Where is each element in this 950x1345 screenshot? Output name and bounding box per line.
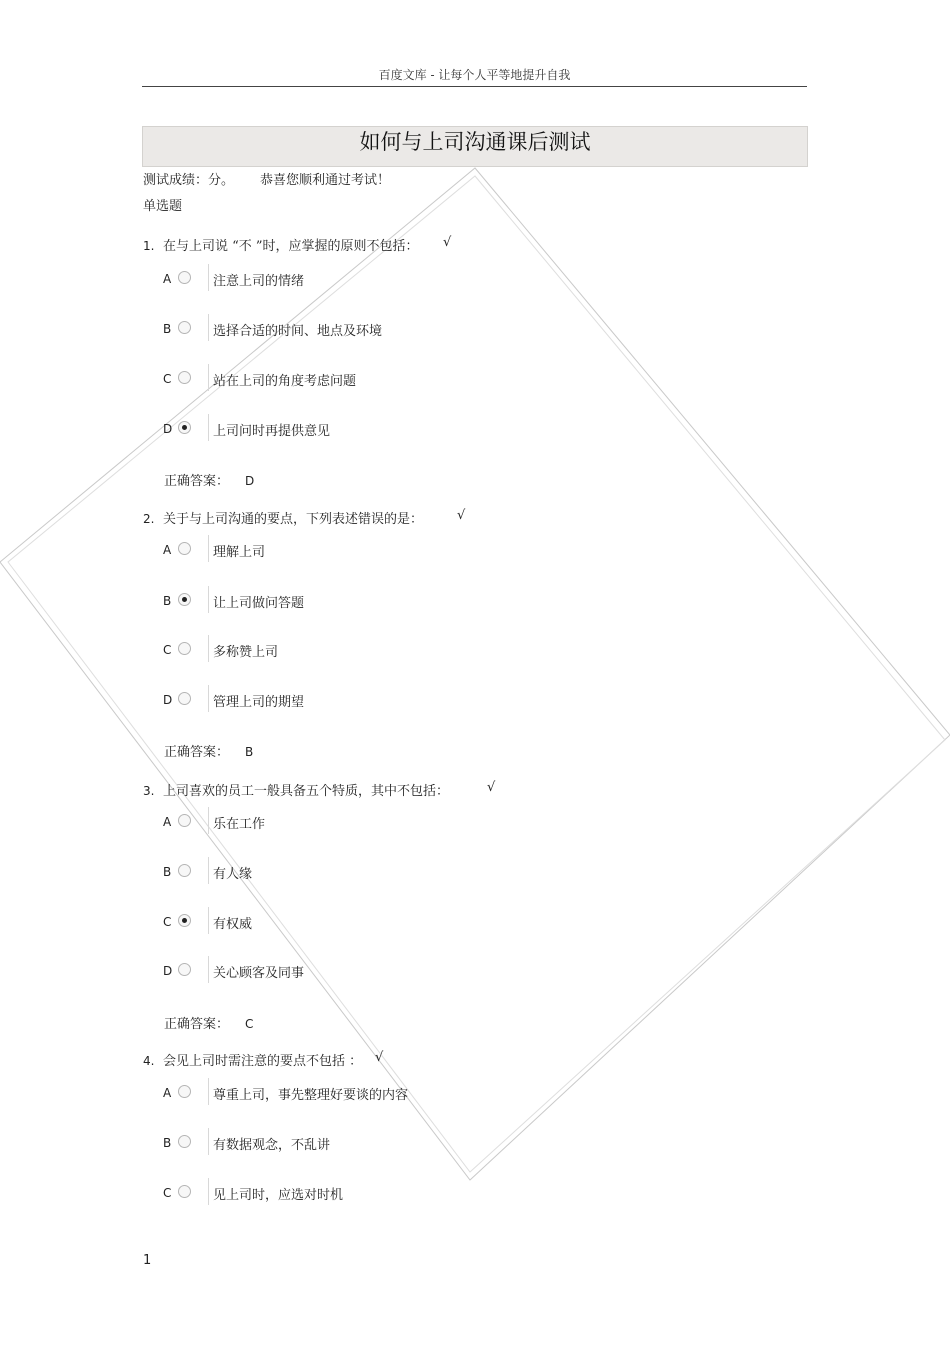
option-text: 让上司做问答题 <box>213 596 305 611</box>
option-text: 乐在工作 <box>213 817 266 832</box>
answer-label: 正确答案： <box>164 474 230 489</box>
option-letter: D <box>163 693 173 707</box>
option-divider <box>208 956 209 983</box>
question-text: 在与上司说 “不 ”时，应掌握的原则不包括： <box>163 239 419 254</box>
option-letter: B <box>163 322 172 336</box>
option-text: 关心顾客及同事 <box>213 966 305 981</box>
correct-answer-2 <box>164 741 253 760</box>
option-divider <box>208 314 209 341</box>
page-number: 1 <box>143 1253 152 1268</box>
option-letter: A <box>163 272 172 286</box>
option-text: 注意上司的情绪 <box>213 274 305 289</box>
page-title: 如何与上司沟通课后测试 <box>142 126 808 167</box>
option-letter: C <box>163 915 172 929</box>
option-text: 尊重上司，事先整理好要谈的内容 <box>213 1088 409 1103</box>
question-3 <box>143 780 496 799</box>
option-divider <box>208 1078 209 1105</box>
correct-check-icon: √ <box>457 508 466 523</box>
option-divider <box>208 535 209 562</box>
question-text: 上司喜欢的员工一般具备五个特质，其中不包括： <box>163 784 450 799</box>
question-text: 关于与上司沟通的要点，下列表述错误的是： <box>163 512 424 527</box>
option-letter: D <box>163 964 173 978</box>
radio-button[interactable] <box>178 814 191 827</box>
score-label: 测试成绩：分。 <box>143 173 235 188</box>
question-number: 3. <box>143 784 155 798</box>
radio-button[interactable] <box>178 864 191 877</box>
option-letter: A <box>163 1086 172 1100</box>
answer-value: B <box>245 745 254 759</box>
question-2 <box>143 508 466 527</box>
option-divider <box>208 264 209 291</box>
answer-label: 正确答案： <box>164 1017 230 1032</box>
option-divider <box>208 685 209 712</box>
option-divider <box>208 907 209 934</box>
option-divider <box>208 364 209 391</box>
answer-value: C <box>245 1017 254 1031</box>
question-text: 会见上司时需注意的要点不包括 ： <box>163 1054 363 1069</box>
question-number: 2. <box>143 512 155 526</box>
option-letter: B <box>163 594 172 608</box>
option-text: 有权威 <box>213 917 253 932</box>
option-letter: B <box>163 1136 172 1150</box>
option-divider <box>208 1128 209 1155</box>
option-letter: A <box>163 543 172 557</box>
option-letter: C <box>163 643 172 657</box>
score-line <box>143 169 390 188</box>
option-text: 理解上司 <box>213 545 266 560</box>
correct-check-icon: √ <box>487 780 496 795</box>
header-divider <box>142 86 807 87</box>
radio-button-selected[interactable] <box>178 421 191 434</box>
option-text: 有数据观念，不乱讲 <box>213 1138 331 1153</box>
option-divider <box>208 586 209 613</box>
radio-button[interactable] <box>178 371 191 384</box>
option-letter: C <box>163 1186 172 1200</box>
radio-button[interactable] <box>178 692 191 705</box>
answer-value: D <box>245 474 255 488</box>
radio-button-selected[interactable] <box>178 914 191 927</box>
question-number: 1. <box>143 239 155 253</box>
option-text: 见上司时，应选对时机 <box>213 1188 344 1203</box>
option-letter: C <box>163 372 172 386</box>
radio-button[interactable] <box>178 271 191 284</box>
radio-button[interactable] <box>178 321 191 334</box>
option-text: 选择合适的时间、地点及环境 <box>213 324 383 339</box>
option-divider <box>208 414 209 441</box>
option-text: 站在上司的角度考虑问题 <box>213 374 357 389</box>
radio-button[interactable] <box>178 963 191 976</box>
radio-button[interactable] <box>178 1135 191 1148</box>
option-divider <box>208 807 209 834</box>
option-text: 上司问时再提供意见 <box>213 424 331 439</box>
question-number: 4. <box>143 1054 155 1068</box>
radio-button[interactable] <box>178 1185 191 1198</box>
correct-answer-3 <box>164 1013 253 1032</box>
option-text: 多称赞上司 <box>213 645 279 660</box>
option-text: 管理上司的期望 <box>213 695 305 710</box>
correct-answer-1 <box>164 470 254 489</box>
option-letter: B <box>163 865 172 879</box>
radio-button[interactable] <box>178 1085 191 1098</box>
option-text: 有人缘 <box>213 867 253 882</box>
option-letter: D <box>163 422 173 436</box>
answer-label: 正确答案： <box>164 745 230 760</box>
section-title: 单选题 <box>143 199 183 214</box>
radio-button[interactable] <box>178 542 191 555</box>
option-divider <box>208 635 209 662</box>
correct-check-icon: √ <box>443 235 452 250</box>
option-divider <box>208 857 209 884</box>
congrats-message: 恭喜您顺利通过考试！ <box>260 173 391 188</box>
question-1 <box>143 235 452 254</box>
correct-check-icon: √ <box>375 1050 384 1065</box>
page-header-text: 百度文库 - 让每个人平等地提升自我 <box>378 68 571 82</box>
option-divider <box>208 1178 209 1205</box>
question-4 <box>143 1050 384 1069</box>
radio-button-selected[interactable] <box>178 593 191 606</box>
radio-button[interactable] <box>178 642 191 655</box>
option-letter: A <box>163 815 172 829</box>
